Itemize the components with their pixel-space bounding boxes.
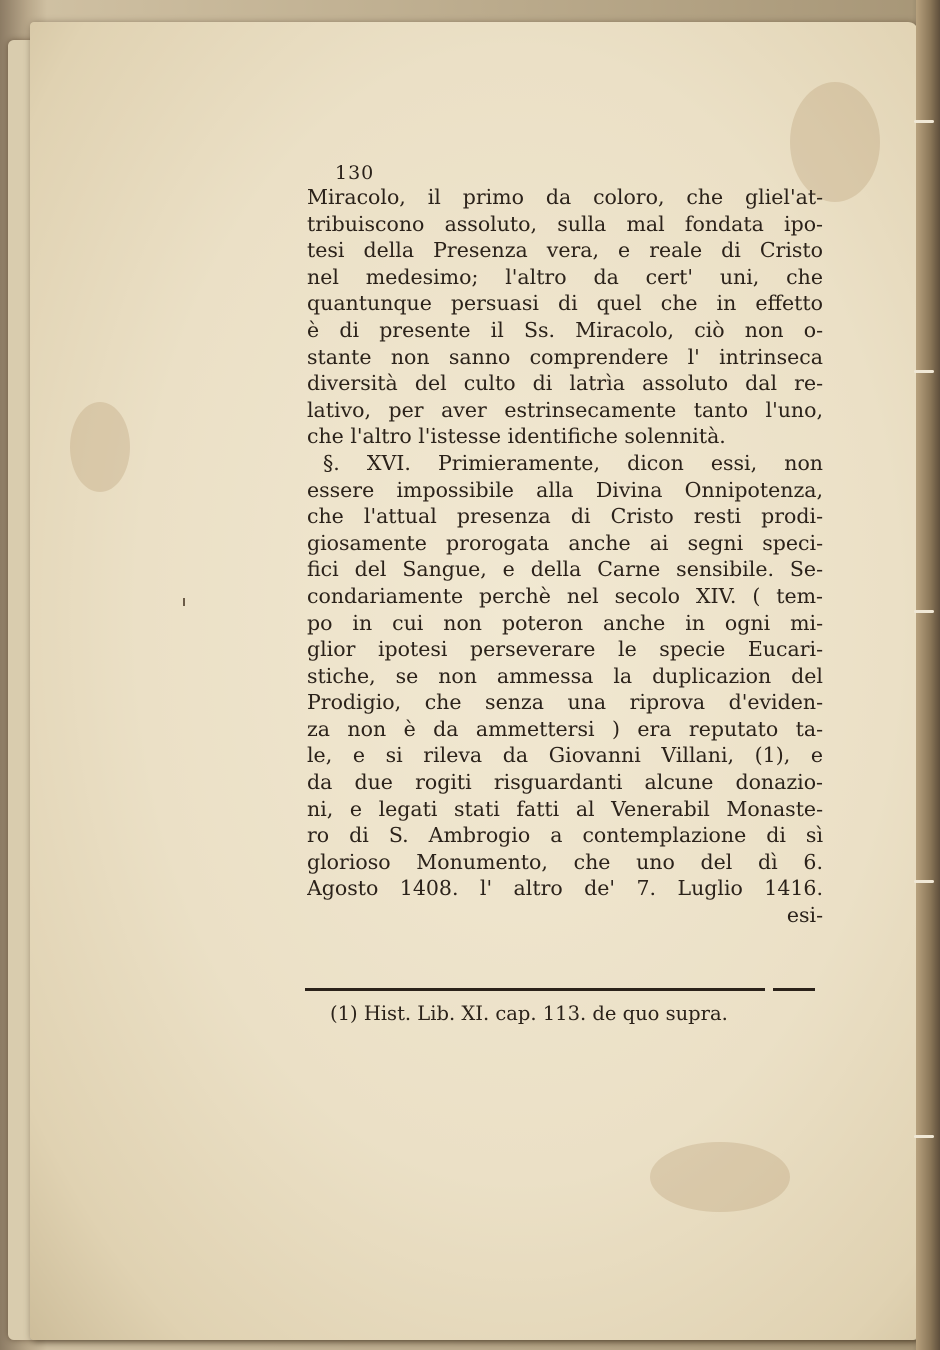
text-line: che l'altro l'istesse identifiche solennità. [307,424,726,449]
text-line: diversità del culto di latrìa assoluto dal re- [307,371,823,396]
binding-thread [914,370,934,373]
text-line: ni, e legati stati fatti al Venerabil Monaste- [307,796,823,821]
stain [650,1142,790,1212]
text-line: stiche, se non ammessa la duplicazion del [307,663,823,688]
text-line: glior ipotesi perseverare le specie Eucari- [307,637,823,662]
text-line: le, e si rileva da Giovanni Villani, (1), e [307,743,823,768]
text-line: condariamente perchè nel secolo XIV. ( tem- [307,583,823,608]
text-line: po in cui non poteron anche in ogni mi- [307,610,823,635]
footnote: (1) Hist. Lib. XI. cap. 113. de quo supra. [330,1002,728,1025]
text-line: che l'attual presenza di Cristo resti prodi- [307,504,823,529]
binding-thread [914,1135,934,1138]
text-line: essere impossibile alla Divina Onnipotenza, [307,477,823,502]
text-line: Prodigio, che senza una riprova d'eviden- [307,690,823,715]
text-line: tribuiscono assoluto, sulla mal fondata ipo- [307,211,823,236]
catchword: esi- [786,903,823,928]
rule-segment [305,988,765,991]
page-number: 130 [335,162,375,184]
text-line: giosamente prorogata anche ai segni speci- [307,530,823,555]
text-line: ro di S. Ambrogio a contemplazione di sì [307,823,823,848]
stain [70,402,130,492]
footnote-rule [305,985,815,995]
book-binding-edge [916,0,940,1350]
text-line: tesi della Presenza vera, e reale di Cristo [307,238,823,263]
text-line: glorioso Monumento, che uno del dì 6. [307,849,823,874]
text-line: stante non sanno comprendere l' intrinseca [307,344,823,369]
rule-segment [773,988,815,991]
text-line: lativo, per aver estrinsecamente tanto l'uno, [307,397,823,422]
text-line: da due rogiti risguardanti alcune donazio- [307,770,823,795]
text-line: za non è da ammettersi ) era reputato ta- [307,716,823,741]
binding-thread [914,880,934,883]
text-line: Agosto 1408. l' altro de' 7. Luglio 1416. [307,876,823,901]
text-line: quantunque persuasi di quel che in effetto [307,291,823,316]
text-line: è di presente il Ss. Miracolo, ciò non o- [307,317,823,342]
ink-mark [183,598,185,606]
text-line: fici del Sangue, e della Carne sensibile. Se- [307,557,823,582]
binding-thread [914,610,934,613]
text-line: Miracolo, il primo da coloro, che gliel'at- [307,185,823,209]
text-line: nel medesimo; l'altro da cert' uni, che [307,264,823,289]
binding-thread [914,120,934,123]
section-heading-line: §. XVI. Primieramente, dicon essi, non [323,450,823,475]
page-text-block [307,162,823,929]
